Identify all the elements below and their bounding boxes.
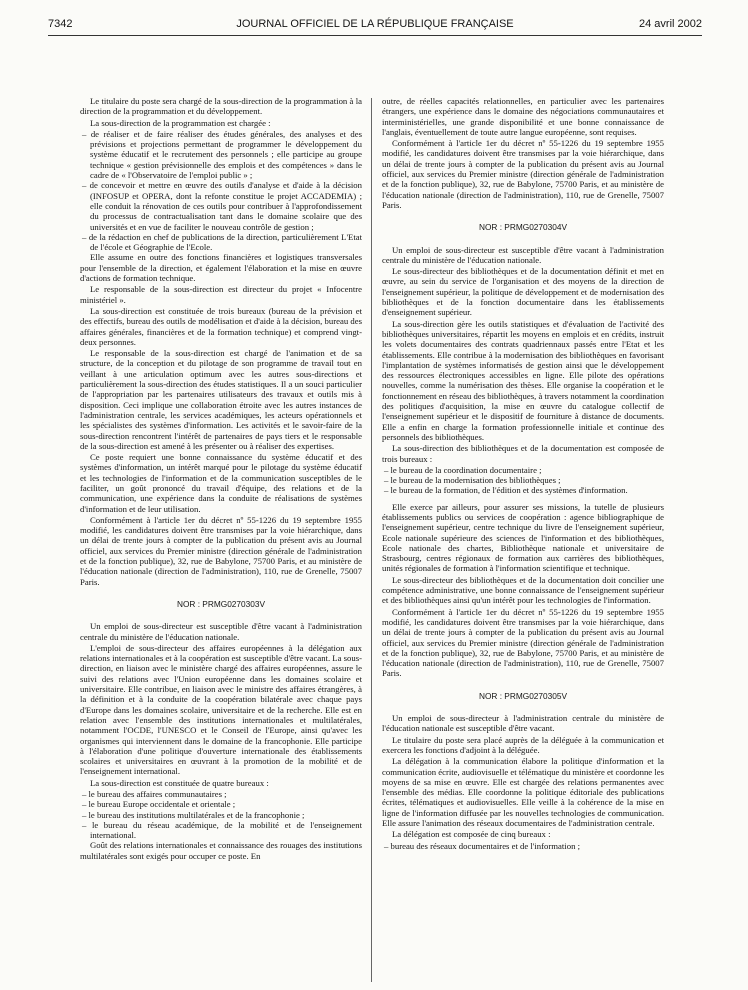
- list-item: – de concevoir et mettre en œuvre des outils d'analyse et d'aide à la décision (INFOSUP et OPERA, dont la refonte constitue le projet ACCADEMIA) ; elle conduit la rénovation de ces outils pour contribuer à l'approfondissement du processus de contractualisation tant dans le domaine scolaire que des universités et en vue de faciliter le nouveau contrôle de gestion ;: [82, 180, 362, 232]
- list-item: – le bureau Europe occidentale et orientale ;: [82, 799, 236, 810]
- paragraph: Le responsable de la sous-direction est directeur du projet « Infocentre ministériel ».: [80, 284, 362, 305]
- issue-date: 24 avril 2002: [639, 18, 702, 30]
- paragraph: Un emploi de sous-directeur est susceptible d'être vacant à l'administration centrale du ministère de l'éducation nationale.: [80, 621, 362, 642]
- bureau-list: [382, 465, 664, 496]
- list-item: – le bureau de la modernisation des bibliothèques ;: [384, 475, 561, 486]
- page-header: [48, 18, 702, 32]
- list-item: – le bureau du réseau académique, de la mobilité et de l'enseignement international.: [82, 819, 362, 841]
- journal-title: JOURNAL OFFICIEL DE LA RÉPUBLIQUE FRANÇAISE: [236, 18, 514, 30]
- mission-list: [80, 129, 362, 253]
- paragraph: Elle assume en outre des fonctions financières et logistiques transversales pour l'ensemble de la direction, et également l'élaboration et la mise en œuvre d'actions de formation technique.: [80, 252, 362, 284]
- paragraph: Le responsable de la sous-direction est chargé de l'animation et de sa structure, de la conception et du pilotage de son programme de travail tout en veillant à une articulation optimum avec les autres sous-directions et particulièrement la sous-direction des études statistiques. Il a un souci particulier de l'appropriation par les partenaires utilisateurs des travaux et outils mis à disposition. Ceci implique une collaboration étroite avec les autres instances de l'administration centrale, les services académiques, les acteurs opérationnels et les spécialistes des systèmes d'information. Les activités et le savoir-faire de la sous-direction rencontrent l'intérêt de partenaires de pays tiers et le responsable de la sous-direction est amené à les présenter ou à réaliser des expertises.: [80, 348, 362, 451]
- paragraph: Conformément à l'article 1er du décret nº 55-1226 du 19 septembre 1955 modifié, les candidatures doivent être transmises par la voie hiérarchique, dans un délai de trente jours à compter de la publication du présent avis au Journal officiel, aux services du Premier ministre (direction générale de l'administration et de la fonction publique), 32, rue de Babylone, 75700 Paris, et au ministère de l'éducation nationale (direction de l'administration), 110, rue de Grenelle, 75007 Paris.: [382, 606, 664, 679]
- header-rule: [48, 35, 702, 36]
- paragraph: Le titulaire du poste sera chargé de la sous-direction de la programmation à la direction de la programmation et du développement.: [80, 96, 362, 117]
- paragraph: La sous-direction des bibliothèques et de la documentation est composée de trois bureaux :: [382, 443, 664, 464]
- paragraph: Ce poste requiert une bonne connaissance du système éducatif et des systèmes d'information, un intérêt marqué pour le pilotage du système éducatif et les technologies de l'information et de la communication susceptibles de le faciliter, un goût prononcé du travail d'équipe, des relations et de la communication, une expérience dans la conduite de réalisations de systèmes d'information et de leur utilisation.: [80, 452, 362, 514]
- column-separator: [371, 98, 372, 982]
- paragraph: La sous-direction est constituée de trois bureaux (bureau de la prévision et des effectifs, bureau des outils de modélisation et d'aide à la décision, bureau des affaires générales, financières et de la formation technique) et comprend vingt-deux personnes.: [80, 305, 362, 347]
- list-item: – le bureau de la formation, de l'édition et des systèmes d'information.: [384, 485, 628, 496]
- paragraph: Le sous-directeur des bibliothèques et de la documentation doit concilier une compétence administrative, une bonne connaissance de l'enseignement supérieur et des bibliothèques ainsi qu'un intérêt pour les technologies de l'information.: [382, 574, 664, 606]
- nor-reference: NOR : PRMG0270305V: [478, 690, 568, 701]
- bureau-list: [80, 789, 362, 840]
- nor-reference: NOR : PRMG0270304V: [478, 222, 568, 233]
- list-item: – le bureau de la coordination documentaire ;: [384, 464, 542, 475]
- right-column: [382, 96, 664, 851]
- paragraph: La délégation à la communication élabore la politique d'information et la communication écrite, audiovisuelle et télématique du ministère et coordonne les moyens de sa mise en œuvre. Elle est chargée des relations permanentes avec l'ensemble des médias. Elle coordonne la politique éditoriale des publications écrites, télématiques et audiovisuelles. Elle veille à la cohérence de la mise en ligne de l'information diffusée par les nouvelles technologies de communication. Elle assure l'animation des réseaux documentaires de l'administration centrale.: [382, 756, 664, 828]
- left-column: [80, 96, 362, 862]
- list-item: – le bureau des affaires communautaires ;: [82, 789, 227, 799]
- paragraph: La sous-direction est constituée de quatre bureaux :: [90, 777, 269, 788]
- paragraph: Conformément à l'article 1er du décret nº 55-1226 du 19 septembre 1955 modifié, les candidatures doivent être transmises par la voie hiérarchique, dans un délai de trente jours à compter de la publication du présent avis au Journal officiel, aux services du Premier ministre (direction générale de l'administration et de la fonction publique), 32, rue de Babylone, 75700 Paris, et au ministère de l'éducation nationale (direction de l'administration), 110, rue de Grenelle, 75007 Paris.: [80, 514, 362, 587]
- bureau-list: [382, 841, 664, 851]
- list-item: – de réaliser et de faire réaliser des études générales, des analyses et des prévisions et projections permettant de programmer le développement du système éducatif et le recrutement des personnels ; elle participe au groupe technique « gestion prévisionnelle des emplois et des compétences » dans le cadre de « l'Observatoire de l'emploi public » ;: [82, 128, 362, 181]
- nor-reference: NOR : PRMG0270303V: [176, 598, 266, 609]
- paragraph: Un emploi de sous-directeur à l'administration centrale du ministère de l'éducation nationale est susceptible d'être vacant.: [382, 713, 664, 734]
- list-item: – le bureau des institutions multilatérales et de la francophonie ;: [82, 809, 305, 820]
- paragraph: Goût des relations internationales et connaissance des rouages des institutions multilatérales sont exigés pour occuper ce poste. En: [80, 840, 362, 861]
- paragraph: outre, de réelles capacités relationnelles, en particulier avec les partenaires étrangers, une expérience dans le domaine des négociations communautaires et interministérielles, une grande disponibilité et une bonne connaissance de l'anglais, éventuellement de toute autre langue européenne, sont requises.: [382, 96, 664, 137]
- paragraph: Un emploi de sous-directeur est susceptible d'être vacant à l'administration centrale du ministère de l'éducation nationale.: [382, 244, 664, 265]
- paragraph: Elle exerce par ailleurs, pour assurer ses missions, la tutelle de plusieurs établissements publics ou services de coopération : agence bibliographique de l'enseignement supérieur, centre technique du livre de l'enseignement supérieur, Ecole nationale supérieure des sciences de l'information et des bibliothèques, Ecole nationale des chartes, Bibliothèque nationale et universitaire de Strasbourg, centres régionaux de formation aux carrières des bibliothèques, unités régionales de formation à l'information scientifique et technique.: [382, 501, 664, 574]
- paragraph: Conformément à l'article 1er du décret nº 55-1226 du 19 septembre 1955 modifié, les candidatures doivent être transmises par la voie hiérarchique, dans un délai de trente jours à compter de la publication du présent avis au Journal officiel, aux services du Premier ministre (direction générale de l'administration et de la fonction publique), 32, rue de Babylone, 75700 Paris, et au ministère de l'éducation nationale (direction de l'administration), 110, rue de Grenelle, 75007 Paris.: [382, 138, 664, 210]
- page-number: 7342: [48, 18, 73, 30]
- paragraph: La sous-direction gère les outils statistiques et d'évaluation de l'activité des bibliothèques universitaires, répartit les moyens en emplois et en crédits, instruit les volets documentaires des contrats quadriennaux passés entre l'Etat et les établissements. Elle contribue à la modernisation des bibliothèques en favorisant l'implantation de systèmes informatisés de gestion ainsi que le développement des ressources électroniques accessibles en ligne. Elle pilote des opérations nouvelles, comme la numérisation des thèses. Elle organise la coopération et le fonctionnement en réseau des bibliothèques, à travers notamment la coordination des politiques d'acquisition, la mise en œuvre du catalogue collectif de l'enseignement supérieur et le dispositif de fourniture à distance de documents. Elle a enfin en charge la formation professionnelle initiale et continue des personnels des bibliothèques.: [382, 318, 664, 442]
- list-item: – de la rédaction en chef de publications de la direction, particulièrement L'Etat de l'école et Géographie de l'Ecole.: [82, 231, 362, 253]
- paragraph: Le sous-directeur des bibliothèques et de la documentation définit et met en œuvre, au sein du service de l'organisation et des moyens de la direction de l'enseignement supérieur, la politique de développement et de modernisation des bibliothèques et de la fonction documentaire dans les établissements d'enseignement supérieur.: [382, 266, 664, 318]
- list-item: – bureau des réseaux documentaires et de l'information ;: [384, 840, 580, 851]
- paragraph: La délégation est composée de cinq bureaux :: [392, 829, 551, 840]
- paragraph: L'emploi de sous-directeur des affaires européennes à la délégation aux relations internationales et à la coopération est susceptible d'être vacant. La sous-direction, en liaison avec le ministère chargé des affaires européennes, assure le suivi des relations avec l'Union européenne dans les domaines scolaire et universitaire. Elle contribue, en liaison avec le ministre des affaires étrangères, à la définition et à la conduite de la coopération bilatérale avec chaque pays d'Europe dans les domaines scolaire, universitaire et de la recherche. Elle est en relation avec l'ensemble des institutions internationales et multilatérales, notamment l'OCDE, l'UNESCO et le Conseil de l'Europe, ainsi qu'avec les organismes qui interviennent dans le domaine de la francophonie. Elle participe à l'élaboration d'une politique d'ouverture internationale des établissements scolaires et universitaires en œuvrant à la promotion de la mobilité et de l'enseignement international.: [80, 642, 362, 777]
- paragraph: La sous-direction de la programmation est chargée :: [90, 117, 271, 128]
- paragraph: Le titulaire du poste sera placé auprès de la déléguée à la communication et exercera les fonctions d'adjoint à la déléguée.: [382, 734, 664, 755]
